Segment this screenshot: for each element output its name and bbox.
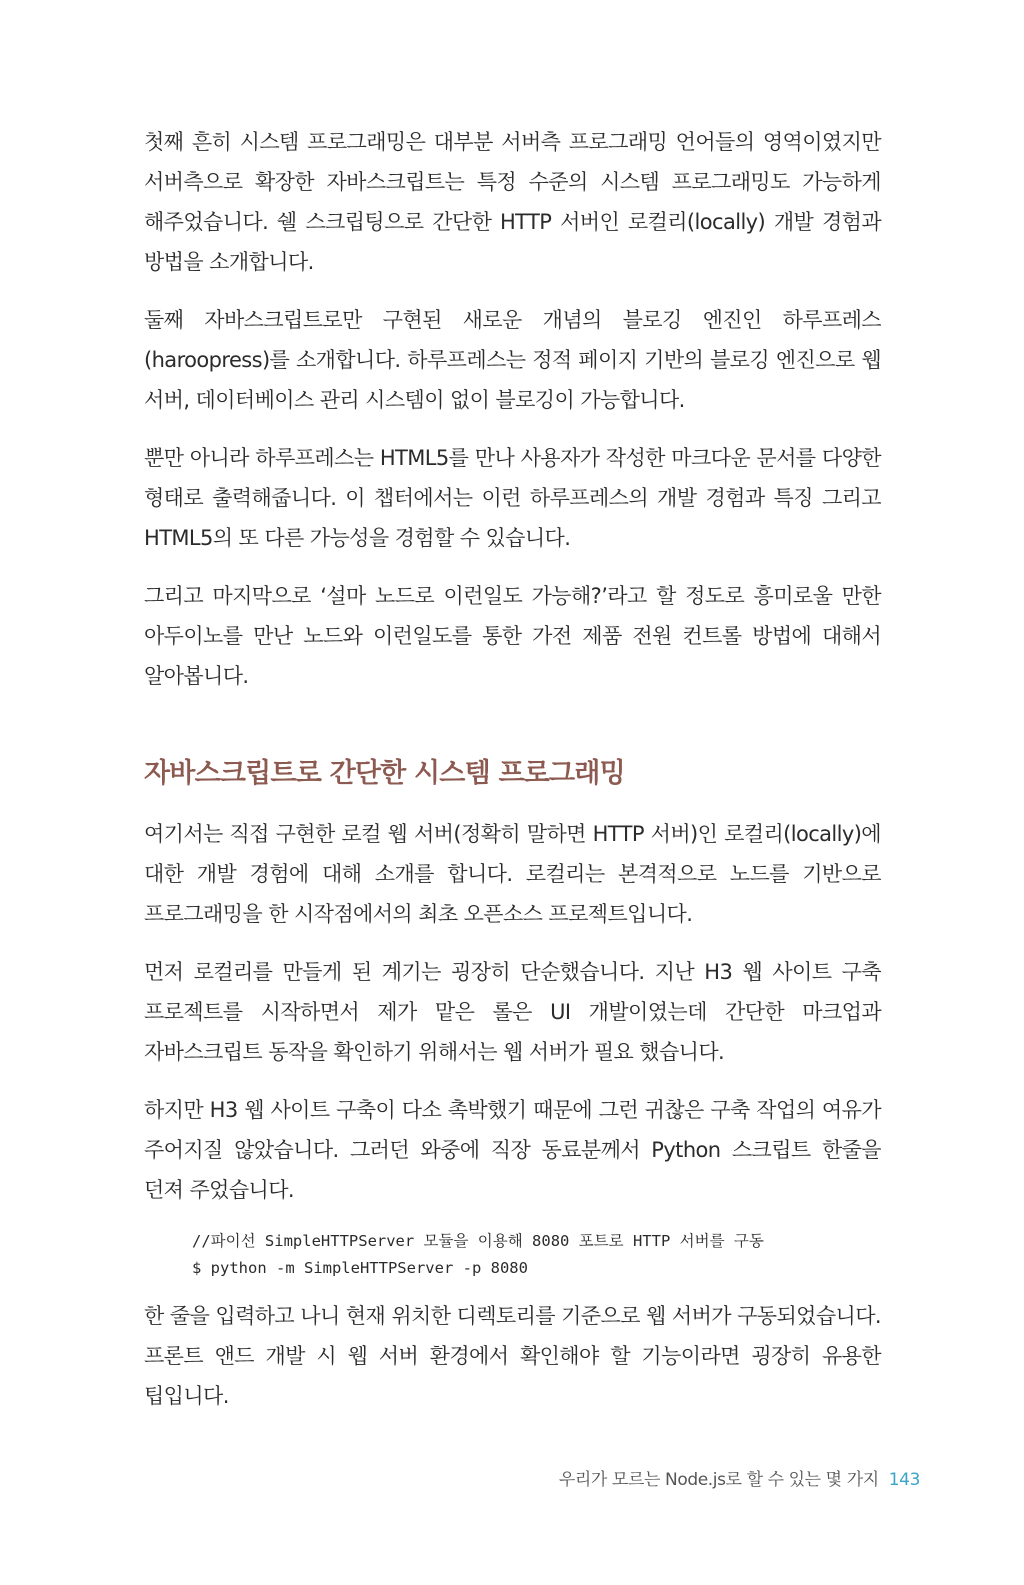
page-number: 143 xyxy=(888,1470,920,1490)
code-line-command: $ python -m SimpleHTTPServer -p 8080 xyxy=(192,1259,528,1277)
paragraph-locally-intro: 여기서는 직접 구현한 로컬 웹 서버(정확히 말하면 HTTP 서버)인 로컬리(locally)에 대한 개발 경험에 대해 소개를 합니다. 로컬리는 본격적으로 노드를 기반으로 프로그래밍을 한 시작점에서의 최초 오픈소스 프로젝트입니다. xyxy=(144,822,881,926)
page-body xyxy=(144,122,881,1434)
paragraph-html5: 뿐만 아니라 하루프레스는 HTML5를 만나 사용자가 작성한 마크다운 문서를 다양한 형태로 출력해줍니다. 이 챕터에서는 이런 하루프레스의 개발 경험과 특징 그리고 HTML5의 또 다른 가능성을 경험할 수 있습니다. xyxy=(144,446,881,550)
section-heading: 자바스크립트로 간단한 시스템 프로그래밍 xyxy=(144,758,625,789)
paragraph-result: 한 줄을 입력하고 나니 현재 위치한 디렉토리를 기준으로 웹 서버가 구동되었습니다. 프론트 앤드 개발 시 웹 서버 환경에서 확인해야 할 기능이라면 굉장히 유용한 팁입니다. xyxy=(144,1304,881,1408)
code-line-comment: //파이선 SimpleHTTPServer 모듈을 이용해 8080 포트로 HTTP 서버를 구동 xyxy=(192,1232,764,1250)
code-block xyxy=(192,1228,881,1282)
paragraph-arduino: 그리고 마지막으로 ‘설마 노드로 이런일도 가능해?’라고 할 정도로 흥미로울 만한 아두이노를 만난 노드와 이런일도를 통한 가전 제품 전원 컨트롤 방법에 대해서 알아봅니다. xyxy=(144,584,881,688)
running-title: 우리가 모르는 Node.js로 할 수 있는 몇 가지 xyxy=(558,1470,879,1490)
paragraph-python-script: 하지만 H3 웹 사이트 구축이 다소 촉박했기 때문에 그런 귀찮은 구축 작업의 여유가 주어지질 않았습니다. 그러던 와중에 직장 동료분께서 Python 스크립트 한줄을 던져 주었습니다. xyxy=(144,1098,881,1202)
paragraph-second-haroopress: 둘째 자바스크립트로만 구현된 새로운 개념의 블로깅 엔진인 하루프레스(haroopress)를 소개합니다. 하루프레스는 정적 페이지 기반의 블로깅 엔진으로 웹 서버, 데이터베이스 관리 시스템이 없이 블로깅이 가능합니다. xyxy=(144,308,881,412)
paragraph-first-intro: 첫째 흔히 시스템 프로그래밍은 대부분 서버측 프로그래밍 언어들의 영역이였지만 서버측으로 확장한 자바스크립트는 특정 수준의 시스템 프로그래밍도 가능하게 해주었습니다. 쉘 스크립팅으로 간단한 HTTP 서버인 로컬리(locally) 개발 경험과 방법을 소개합니다. xyxy=(144,130,881,274)
paragraph-locally-motivation: 먼저 로컬리를 만들게 된 계기는 굉장히 단순했습니다. 지난 H3 웹 사이트 구축 프로젝트를 시작하면서 제가 맡은 롤은 UI 개발이였는데 간단한 마크업과 자바스크립트 동작을 확인하기 위해서는 웹 서버가 필요 했습니다. xyxy=(144,960,881,1064)
page-footer xyxy=(559,1468,920,1492)
